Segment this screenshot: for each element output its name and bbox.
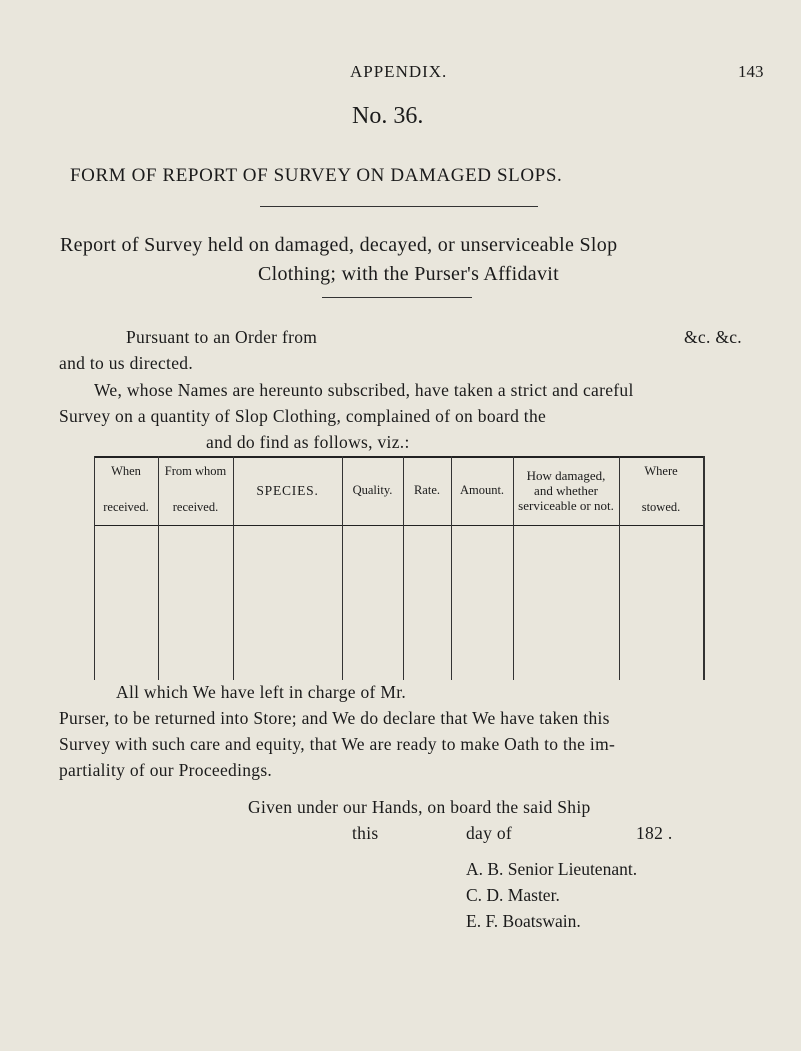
form-number: No. 36. [352,103,424,129]
date-day-of: day of [466,823,513,843]
signature-lieutenant: A. B. Senior Lieutenant. [466,859,638,879]
divider-rule [322,297,472,298]
intro-line-1: Pursuant to an Order from [126,327,318,347]
column-header-species: SPECIES. [256,483,319,498]
closing-line-3: Survey with such care and equity, that We are ready to make Oath to the im- [59,734,616,754]
table-header-border [94,525,705,526]
column-header-from-whom: From whom received. [164,464,227,514]
intro-line-3: We, whose Names are hereunto subscribed, have taken a strict and careful [94,380,634,400]
closing-line-1: All which We have left in charge of Mr. [116,682,407,702]
column-header-amount: Amount. [459,483,505,497]
date-year: 182 . [636,823,673,843]
column-header-where-stowed: Where stowed. [641,464,681,514]
subtitle-line-1: Report of Survey held on damaged, decayed, or unserviceable Slop [60,234,618,256]
given-line: Given under our Hands, on board the said Ship [248,797,591,817]
intro-etc: &c. &c. [684,327,742,347]
closing-line-4: partiality of our Proceedings. [59,760,273,780]
column-header-quality: Quality. [352,483,393,497]
subtitle-line-2: Clothing; with the Purser's Affidavit [258,263,559,285]
closing-line-2: Purser, to be returned into Store; and We do declare that We have taken this [59,708,610,728]
intro-line-5: and do find as follows, viz.: [206,432,410,452]
survey-table [94,456,705,680]
date-this: this [352,823,379,843]
form-title: FORM OF REPORT OF SURVEY ON DAMAGED SLOPS. [70,165,563,186]
intro-line-4: Survey on a quantity of Slop Clothing, complained of on board the [59,406,547,426]
intro-line-2: and to us directed. [59,353,193,373]
column-header-when: When received. [103,464,149,514]
running-header: APPENDIX. [350,62,448,81]
page-number: 143 [738,62,764,81]
signature-master: C. D. Master. [466,885,560,905]
signature-boatswain: E. F. Boatswain. [466,911,581,931]
column-header-rate: Rate. [413,483,441,497]
divider-rule [260,206,538,207]
column-header-how-damaged: How damaged, and whether serviceable or not. [518,468,614,513]
